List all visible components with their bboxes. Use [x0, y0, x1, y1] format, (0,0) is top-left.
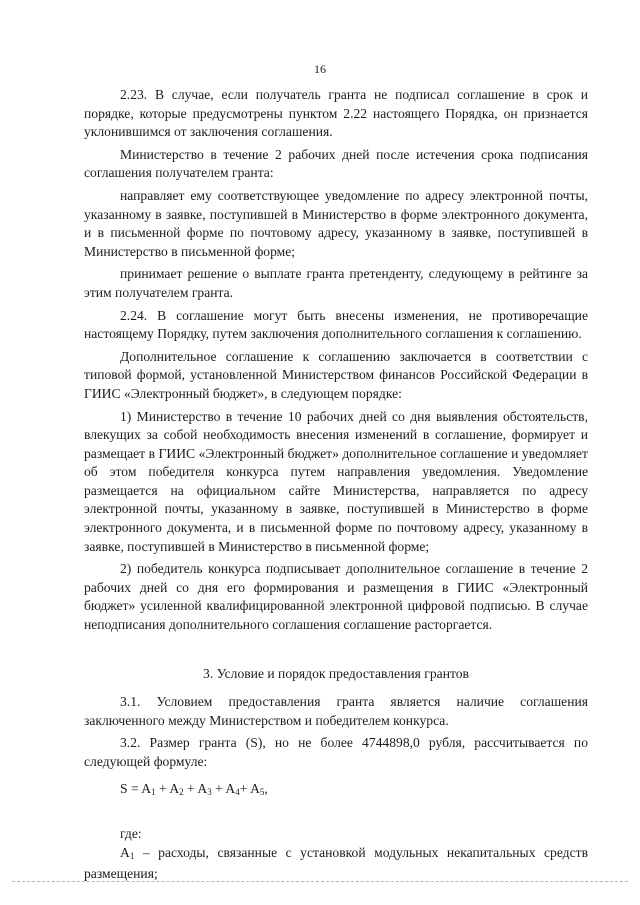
formula-term-2: $A_2$ +: [169, 780, 198, 797]
paragraph-ministry-deadline: Министерство в течение 2 рабочих дней после истечения срока подписания соглашения получателем гранта:: [84, 146, 588, 181]
paragraph-additional-agreement: Дополнительное соглашение к соглашению заключается в соответствии с типовой формой, установленной Министерством финансов Российской Федерации в ГИИС «Электронный бюджет», в следующем порядке:: [84, 348, 588, 401]
formula-term-5: $A_5$,: [250, 780, 268, 797]
paragraph-3-2: 3.2. Размер гранта (S), но не более 4744898,0 рубля, рассчитывается по следующей формуле:: [84, 735, 588, 769]
paragraph-2-23: 2.23. В случае, если получатель гранта не подписал соглашение в срок и порядке, которые предусмотрены пунктом 2.22 настоящего Порядка, он признается уклонившимся от заключения соглашения.: [84, 87, 588, 140]
page-number: 16: [314, 62, 326, 76]
grant-formula: [84, 780, 588, 802]
definition-a1: $A_1$ – расходы, связанные с установкой модульных некапитальных средств размещения;: [84, 844, 588, 882]
scan-edge-line: [12, 881, 628, 882]
paragraph-step-1: 1) Министерство в течение 10 рабочих дней со дня выявления обстоятельств, влекущих за собой необходимость внесения изменений в соглашение, формирует и размещает в ГИИС «Электронный бюджет» дополнительное соглашение и уведомляет об этом победителя конкурса путем направления уведомления. Уведомление размещается на официальном сайте Министерства, направляется по адресу электронной почты, указанному в заявке, поступившей в Министерство в форме электронного документа, и в письменной форме по почтовому адресу, указанному в заявке, поступившей в Министерство в письменной форме;: [84, 408, 588, 554]
document-body: [84, 86, 588, 884]
paragraph-3-1: 3.1. Условием предоставления гранта является наличие соглашения заключенного между Министерством и победителем конкурса.: [84, 694, 588, 728]
paragraph-2-24: 2.24. В соглашение могут быть внесены изменения, не противоречащие настоящему Порядку, путем заключения дополнительного соглашения к соглашению.: [84, 307, 588, 342]
paragraph-send-notice: направляет ему соответствующее уведомление по адресу электронной почты, указанному в заявке, поступившей в Министерство в форме электронного документа, и в письменной форме по почтовому адресу, указанному в заявке, поступившей в Министерство в письменной форме;: [84, 187, 588, 259]
where-label: где:: [120, 826, 142, 842]
formula-term-3: $A_3$ +: [197, 780, 226, 797]
formula-term-1: $A_1$ +: [141, 780, 170, 797]
formula-lhs: S =: [120, 780, 142, 796]
section-heading: 3. Условие и порядок предоставления грантов: [203, 665, 469, 681]
paragraph-decision: принимает решение о выплате гранта претенденту, следующему в рейтинге за этим получателем гранта.: [84, 266, 588, 300]
paragraph-step-2: 2) победитель конкурса подписывает дополнительное соглашение в течение 2 рабочих дней со дня его формирования и размещения в ГИИС «Электронный бюджет» усиленной квалифицированной электронной цифровой подписью. В случае неподписания дополнительного соглашения соглашение расторгается.: [84, 561, 588, 633]
formula-term-4: $A_4+$: [225, 780, 251, 797]
